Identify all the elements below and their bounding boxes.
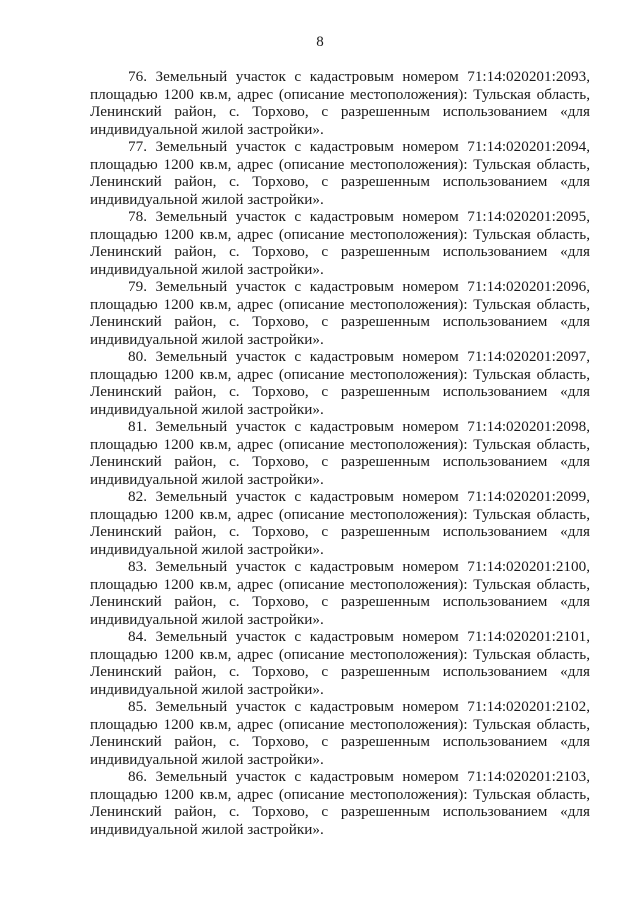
- item-line: площадью 1200 кв.м, адрес (описание местоположения): Тульская область,: [90, 785, 590, 803]
- item-line: индивидуальной жилой застройки».: [90, 610, 324, 628]
- item-line: индивидуальной жилой застройки».: [90, 680, 324, 698]
- item-line: Ленинский район, с. Торхово, с разрешенным использованием «для: [90, 593, 590, 610]
- page-number: 8: [316, 34, 324, 50]
- item-line: 81. Земельный участок с кадастровым номером 71:14:020201:2098,: [128, 418, 590, 435]
- item-line: Ленинский район, с. Торхово, с разрешенным использованием «для: [90, 313, 590, 330]
- item-line: 85. Земельный участок с кадастровым номером 71:14:020201:2102,: [128, 698, 590, 715]
- list-item: [90, 278, 590, 348]
- item-line: индивидуальной жилой застройки».: [90, 400, 324, 418]
- item-line: 79. Земельный участок с кадастровым номером 71:14:020201:2096,: [128, 278, 590, 295]
- item-line: индивидуальной жилой застройки».: [90, 120, 324, 138]
- item-line: 78. Земельный участок с кадастровым номером 71:14:020201:2095,: [128, 208, 590, 225]
- item-line: Ленинский район, с. Торхово, с разрешенным использованием «для: [90, 663, 590, 680]
- item-line: индивидуальной жилой застройки».: [90, 470, 324, 488]
- item-line: Ленинский район, с. Торхово, с разрешенным использованием «для: [90, 733, 590, 750]
- item-line: площадью 1200 кв.м, адрес (описание местоположения): Тульская область,: [90, 365, 590, 383]
- list-item: [90, 768, 590, 838]
- item-line: площадью 1200 кв.м, адрес (описание местоположения): Тульская область,: [90, 435, 590, 453]
- item-line: индивидуальной жилой застройки».: [90, 260, 324, 278]
- item-line: площадью 1200 кв.м, адрес (описание местоположения): Тульская область,: [90, 85, 590, 103]
- item-line: 83. Земельный участок с кадастровым номером 71:14:020201:2100,: [128, 558, 590, 575]
- item-line: площадью 1200 кв.м, адрес (описание местоположения): Тульская область,: [90, 505, 590, 523]
- item-line: площадью 1200 кв.м, адрес (описание местоположения): Тульская область,: [90, 715, 590, 733]
- item-line: индивидуальной жилой застройки».: [90, 330, 324, 348]
- item-line: индивидуальной жилой застройки».: [90, 540, 324, 558]
- item-line: Ленинский район, с. Торхово, с разрешенным использованием «для: [90, 103, 590, 120]
- item-line: площадью 1200 кв.м, адрес (описание местоположения): Тульская область,: [90, 575, 590, 593]
- list-item: [90, 348, 590, 418]
- list-item: [90, 208, 590, 278]
- item-line: индивидуальной жилой застройки».: [90, 750, 324, 768]
- item-line: 86. Земельный участок с кадастровым номером 71:14:020201:2103,: [128, 768, 590, 785]
- item-line: 76. Земельный участок с кадастровым номером 71:14:020201:2093,: [128, 68, 590, 85]
- item-line: 82. Земельный участок с кадастровым номером 71:14:020201:2099,: [128, 488, 590, 505]
- list-item: [90, 628, 590, 698]
- item-line: Ленинский район, с. Торхово, с разрешенным использованием «для: [90, 453, 590, 470]
- item-line: площадью 1200 кв.м, адрес (описание местоположения): Тульская область,: [90, 645, 590, 663]
- list-item: [90, 68, 590, 138]
- item-line: площадью 1200 кв.м, адрес (описание местоположения): Тульская область,: [90, 155, 590, 173]
- item-line: 77. Земельный участок с кадастровым номером 71:14:020201:2094,: [128, 138, 590, 155]
- item-line: площадью 1200 кв.м, адрес (описание местоположения): Тульская область,: [90, 225, 590, 243]
- item-line: площадью 1200 кв.м, адрес (описание местоположения): Тульская область,: [90, 295, 590, 313]
- item-line: Ленинский район, с. Торхово, с разрешенным использованием «для: [90, 243, 590, 260]
- item-line: Ленинский район, с. Торхово, с разрешенным использованием «для: [90, 523, 590, 540]
- list-item: [90, 488, 590, 558]
- item-line: индивидуальной жилой застройки».: [90, 820, 324, 838]
- item-line: Ленинский район, с. Торхово, с разрешенным использованием «для: [90, 383, 590, 400]
- item-line: 80. Земельный участок с кадастровым номером 71:14:020201:2097,: [128, 348, 590, 365]
- list-item: [90, 418, 590, 488]
- item-line: индивидуальной жилой застройки».: [90, 190, 324, 208]
- item-line: 84. Земельный участок с кадастровым номером 71:14:020201:2101,: [128, 628, 590, 645]
- document-body: [90, 68, 590, 838]
- item-line: Ленинский район, с. Торхово, с разрешенным использованием «для: [90, 803, 590, 820]
- item-line: Ленинский район, с. Торхово, с разрешенным использованием «для: [90, 173, 590, 190]
- list-item: [90, 698, 590, 768]
- list-item: [90, 138, 590, 208]
- list-item: [90, 558, 590, 628]
